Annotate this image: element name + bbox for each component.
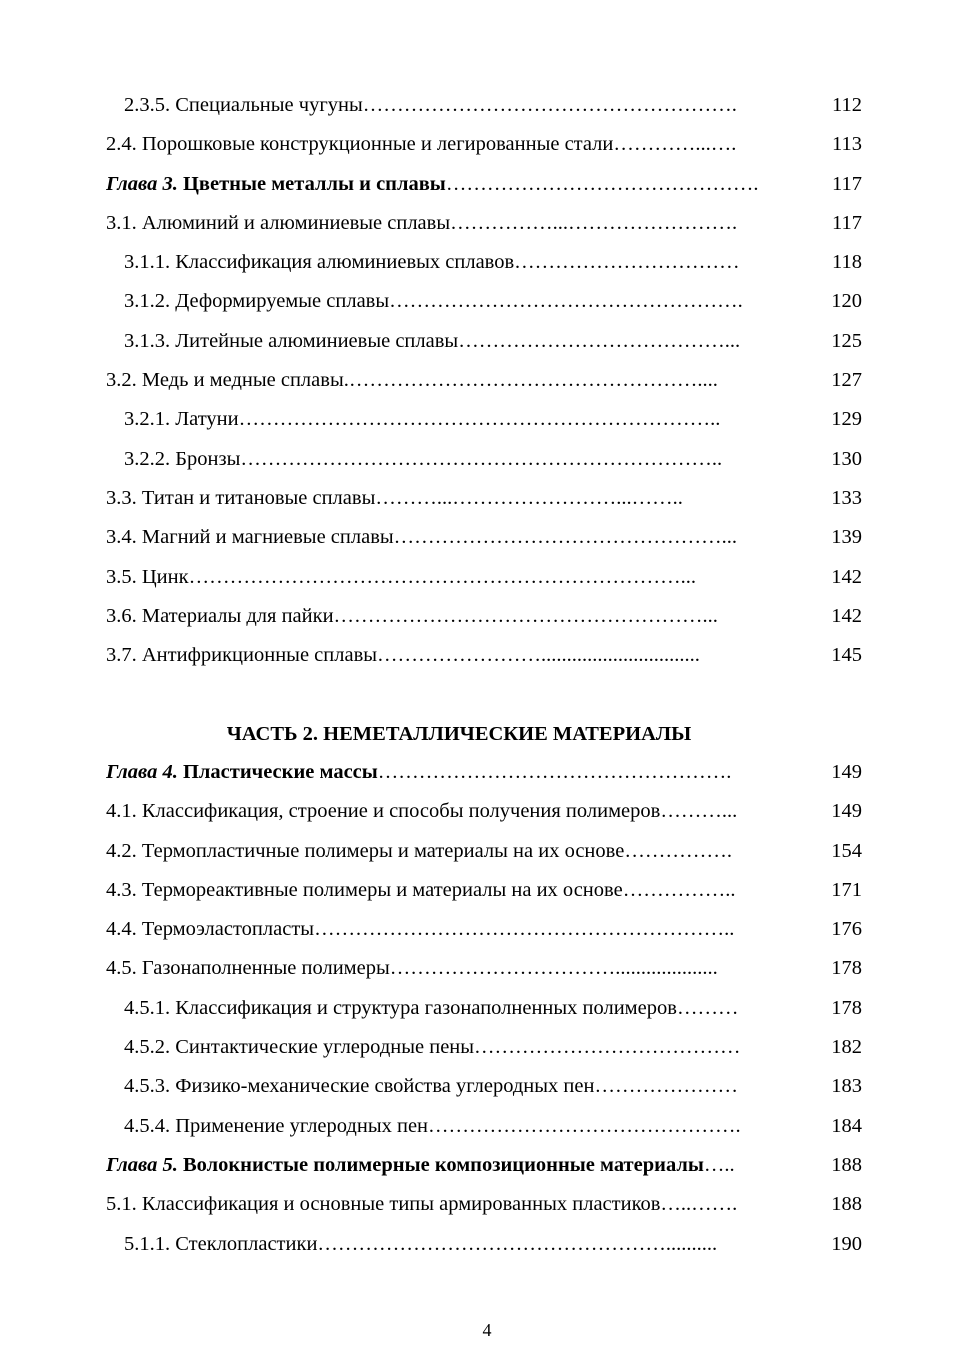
- toc-entry: [106, 204, 862, 243]
- toc-entry: [106, 832, 862, 871]
- section-number: 2.3.5.: [124, 94, 171, 116]
- toc-entry-text: [124, 400, 809, 439]
- toc-entry: [106, 1067, 862, 1106]
- part-heading: [0, 716, 968, 752]
- toc-entry: [106, 792, 862, 831]
- toc-entry-text: [124, 243, 809, 282]
- toc-entry: [106, 989, 862, 1028]
- dot-leader: …………………………………………...: [393, 526, 738, 549]
- toc-entry: [106, 1225, 862, 1264]
- page-number-text: 4: [482, 1320, 492, 1340]
- toc-entry-text: [124, 1028, 809, 1067]
- section-title: Классификация алюминиевых сплавов: [170, 251, 515, 274]
- section-number: 3.1.1.: [124, 251, 171, 274]
- section-title: Газонаполненные полимеры: [136, 957, 390, 980]
- dot-leader: …………………………………………….: [377, 761, 732, 783]
- page-ref: 130: [831, 447, 862, 470]
- dot-leader: ……………………………………………..........: [317, 1232, 718, 1255]
- page-ref: 120: [831, 290, 862, 313]
- section-number: 4.1.: [106, 800, 137, 823]
- section-number: 2.4.: [106, 133, 137, 156]
- dot-leader: ……………………………: [514, 251, 740, 274]
- section-title: Специальные чугуны: [170, 94, 363, 116]
- dot-leader: ……………………………………………....: [348, 369, 718, 392]
- section-number: 3.7.: [106, 644, 137, 667]
- dot-leader: ……………………………………….: [428, 1114, 741, 1137]
- dot-leader: ………………………………………………...: [333, 604, 718, 627]
- toc-entry-text: [124, 1225, 809, 1264]
- section-title: Литейные алюминиевые сплавы: [170, 329, 459, 352]
- page-ref: 139: [831, 526, 862, 549]
- section-number: 4.3.: [106, 878, 137, 901]
- toc-entry-text: [106, 165, 809, 204]
- page-ref: 171: [831, 878, 862, 901]
- toc-entry-text: [106, 753, 809, 792]
- page-ref: 117: [832, 211, 862, 234]
- toc-entry: [106, 165, 862, 204]
- toc-section-part2: [106, 753, 862, 1264]
- toc-entry: [106, 322, 862, 361]
- toc-entry-text: [106, 518, 809, 557]
- toc-entry-text: [106, 1185, 809, 1224]
- section-title: Термореактивные полимеры и материалы на их основе: [136, 878, 623, 901]
- section-title: Антифрикционные сплавы: [136, 644, 378, 667]
- section-title: Материалы для пайки: [136, 604, 334, 627]
- toc-entry: [106, 479, 862, 518]
- section-number: 3.2.1.: [124, 408, 171, 431]
- dot-leader: ……………………………………………………..: [314, 918, 735, 941]
- dot-leader: ……………………………………….: [445, 172, 759, 195]
- toc-entry-text: [106, 558, 809, 597]
- page-ref: 183: [831, 1075, 862, 1098]
- toc-entry-text: [106, 949, 809, 988]
- section-title: Магний и магниевые сплавы: [136, 526, 394, 549]
- page-ref: 190: [831, 1232, 862, 1255]
- section-number: 5.1.: [106, 1193, 137, 1216]
- section-number: 4.5.: [106, 957, 137, 980]
- toc-entry-text: [124, 282, 809, 321]
- page-ref: 149: [831, 761, 862, 783]
- page-ref: 129: [831, 408, 862, 431]
- toc-entry: [106, 871, 862, 910]
- section-number: 4.4.: [106, 918, 137, 941]
- dot-leader: …..…….: [660, 1193, 738, 1216]
- toc-entry-text: [106, 597, 809, 636]
- toc-entry: [106, 243, 862, 282]
- toc-entry: [106, 86, 862, 125]
- chapter-label: Глава 4.: [106, 761, 178, 783]
- page-ref: 125: [831, 329, 862, 352]
- toc-entry-text: [106, 125, 809, 164]
- toc-entry-text: [106, 204, 809, 243]
- page-ref: 176: [831, 918, 862, 941]
- page-number: [0, 1320, 968, 1341]
- page-ref: 113: [832, 133, 862, 156]
- page-ref: 112: [832, 94, 862, 116]
- section-number: 3.2.2.: [124, 447, 171, 470]
- dot-leader: ……………………...............................: [377, 644, 700, 667]
- toc-section-part1: [106, 86, 862, 675]
- section-title: Деформируемые сплавы: [170, 290, 390, 313]
- section-title: Медь и медные сплавы.: [136, 369, 349, 392]
- section-number: 4.5.3.: [124, 1075, 171, 1098]
- toc-entry-text: [124, 1107, 809, 1146]
- section-number: 3.2.: [106, 369, 137, 392]
- toc-entry-text: [124, 86, 809, 125]
- dot-leader: …………………………………...: [458, 329, 741, 352]
- toc-entry-text: [106, 792, 809, 831]
- toc-entry: [106, 1185, 862, 1224]
- dot-leader: …………….: [624, 839, 732, 862]
- toc-entry: [106, 910, 862, 949]
- section-title: Пластические массы: [177, 761, 378, 783]
- section-title: Применение углеродных пен: [170, 1114, 429, 1137]
- page-ref: 118: [832, 251, 862, 274]
- dot-leader: ……………..: [622, 878, 736, 901]
- toc-entry: [106, 636, 862, 675]
- dot-leader: …………………………………: [474, 1036, 741, 1059]
- section-number: 4.2.: [106, 839, 137, 862]
- toc-entry-text: [106, 361, 809, 400]
- dot-leader: …………………………………………….: [389, 290, 743, 313]
- toc-entry: [106, 400, 862, 439]
- dot-leader: ……………………………………………………………..: [238, 408, 721, 431]
- dot-leader: ……………...…………………….: [450, 211, 738, 234]
- section-number: 5.1.1.: [124, 1232, 171, 1255]
- dot-leader: ………………………………………………………………...: [188, 565, 696, 588]
- section-number: 4.5.1.: [124, 996, 171, 1019]
- section-title: Волокнистые полимерные композиционные материалы: [177, 1153, 704, 1176]
- dot-leader: ……………………………………………………………..: [240, 447, 723, 470]
- toc-entry: [106, 518, 862, 557]
- section-title: Физико-механические свойства углеродных пен: [170, 1075, 595, 1098]
- section-title: Бронзы: [170, 447, 241, 470]
- toc-entry-text: [124, 440, 809, 479]
- part-heading-text: ЧАСТЬ 2. НЕМЕТАЛЛИЧЕСКИЕ МАТЕРИАЛЫ: [226, 723, 692, 745]
- page-ref: 182: [831, 1036, 862, 1059]
- toc-entry-text: [124, 989, 809, 1028]
- page-ref: 142: [831, 565, 862, 588]
- toc-entry-text: [106, 832, 809, 871]
- page-ref: 178: [831, 996, 862, 1019]
- section-title: Классификация и структура газонаполненных полимеров: [170, 996, 677, 1019]
- section-title: Термопластичные полимеры и материалы на их основе: [136, 839, 625, 862]
- toc-entry: [106, 949, 862, 988]
- toc-entry: [106, 1146, 862, 1185]
- toc-entry: [106, 282, 862, 321]
- page-ref: 145: [831, 644, 862, 667]
- section-number: 4.5.2.: [124, 1036, 171, 1059]
- toc-entry: [106, 125, 862, 164]
- page-ref: 178: [831, 957, 862, 980]
- page-ref: 188: [831, 1153, 862, 1176]
- section-title: Синтактические углеродные пены: [170, 1036, 475, 1059]
- chapter-label: Глава 3.: [106, 172, 178, 195]
- section-title: Цинк: [136, 565, 189, 588]
- dot-leader: ……………………………………………….: [362, 94, 737, 116]
- section-title: Порошковые конструкционные и легированные стали: [136, 133, 614, 156]
- section-title: Алюминий и алюминиевые сплавы: [136, 211, 451, 234]
- dot-leader: …..: [703, 1153, 735, 1176]
- section-title: Стеклопластики: [170, 1232, 318, 1255]
- dot-leader: ………: [676, 996, 739, 1019]
- section-title: Титан и титановые сплавы: [136, 486, 376, 509]
- toc-entry-text: [106, 636, 809, 675]
- dot-leader: ………...: [660, 800, 738, 823]
- page-ref: 127: [831, 369, 862, 392]
- page-ref: 117: [832, 172, 862, 195]
- page-ref: 142: [831, 604, 862, 627]
- page-ref: 188: [831, 1193, 862, 1216]
- section-title: Латуни: [170, 408, 239, 431]
- section-title: Классификация и основные типы армированных пластиков: [136, 1193, 661, 1216]
- page-ref: 133: [831, 486, 862, 509]
- section-number: 3.6.: [106, 604, 137, 627]
- section-number: 3.1.: [106, 211, 137, 234]
- section-number: 3.4.: [106, 526, 137, 549]
- toc-entry: [106, 753, 862, 792]
- section-number: 3.3.: [106, 486, 137, 509]
- toc-entry: [106, 440, 862, 479]
- section-title: Цветные металлы и сплавы: [177, 172, 446, 195]
- toc-entry-text: [106, 479, 809, 518]
- toc-entry: [106, 597, 862, 636]
- toc-entry: [106, 1107, 862, 1146]
- chapter-label: Глава 5.: [106, 1153, 178, 1176]
- toc-entry-text: [106, 910, 809, 949]
- toc-entry: [106, 361, 862, 400]
- toc-entry-text: [106, 1146, 809, 1185]
- page-ref: 154: [831, 839, 862, 862]
- toc-entry-text: [124, 1067, 809, 1106]
- dot-leader: …………...….: [613, 133, 737, 156]
- section-title: Термоэластопласты: [136, 918, 315, 941]
- section-number: 4.5.4.: [124, 1114, 171, 1137]
- section-title: Классификация, строение и способы получения полимеров: [136, 800, 661, 823]
- toc-entry: [106, 1028, 862, 1067]
- section-number: 3.1.3.: [124, 329, 171, 352]
- section-number: 3.1.2.: [124, 290, 171, 313]
- toc-entry-text: [106, 871, 809, 910]
- toc-entry: [106, 558, 862, 597]
- section-number: 3.5.: [106, 565, 137, 588]
- dot-leader: …………………: [594, 1075, 738, 1098]
- page-ref: 149: [831, 800, 862, 823]
- page-ref: 184: [831, 1114, 862, 1137]
- toc-entry-text: [124, 322, 809, 361]
- dot-leader: ……………………………....................: [389, 957, 718, 980]
- dot-leader: ………...……………………...……..: [375, 486, 683, 509]
